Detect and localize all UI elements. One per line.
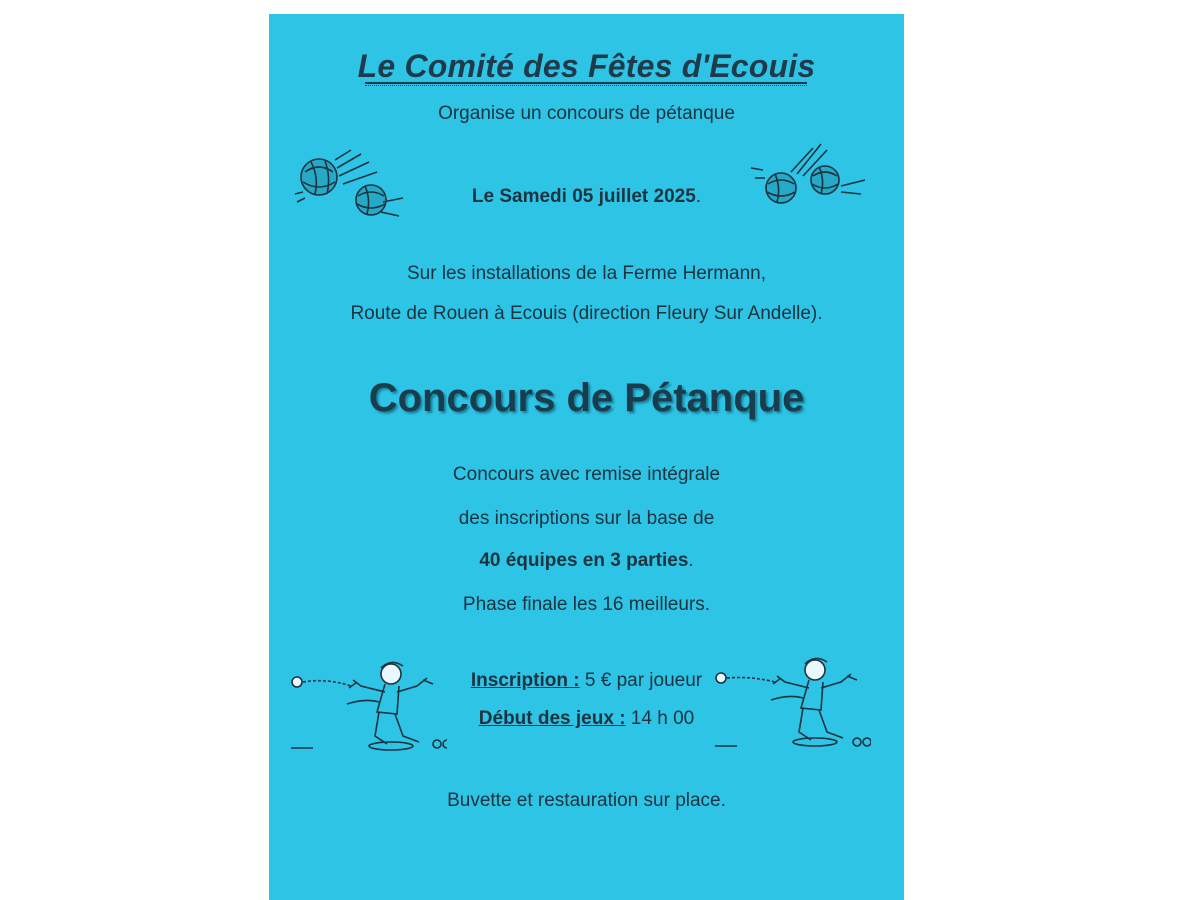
petanque-balls-icon — [291, 132, 409, 232]
event-date-dot: . — [695, 186, 702, 207]
debut-value: 14 h 00 — [625, 708, 695, 729]
poster-flyer — [269, 14, 904, 900]
details-line-3-dot: . — [688, 550, 694, 571]
inscription-label: Inscription : — [470, 670, 580, 691]
debut-label: Début des jeux : — [478, 708, 626, 729]
details-line-3 — [269, 550, 904, 572]
details-line-4: Phase finale les 16 meilleurs. — [462, 594, 711, 615]
location-line-2: Route de Rouen à Ecouis (direction Fleury Sur Andelle). — [350, 303, 823, 324]
details-line-1: Concours avec remise intégrale — [452, 464, 721, 485]
details-line-3-text: 40 équipes en 3 parties — [479, 550, 689, 571]
details-line-2: des inscriptions sur la base de — [458, 508, 715, 529]
petanque-player-icon — [287, 652, 447, 756]
petanque-player-icon — [711, 650, 871, 754]
title-underline — [365, 82, 807, 86]
location-line-1: Sur les installations de la Ferme Hermann, — [406, 263, 767, 284]
headline: Concours de Pétanque — [368, 376, 805, 420]
event-date-text: Le Samedi 05 juillet 2025 — [471, 186, 696, 207]
poster-subtitle: Organise un concours de pétanque — [438, 103, 735, 124]
inscription-value: 5 € par joueur — [579, 670, 703, 691]
petanque-balls-icon — [741, 128, 871, 228]
poster-title: Le Comité des Fêtes d'Ecouis — [357, 48, 816, 84]
footer-text: Buvette et restauration sur place. — [447, 790, 726, 811]
